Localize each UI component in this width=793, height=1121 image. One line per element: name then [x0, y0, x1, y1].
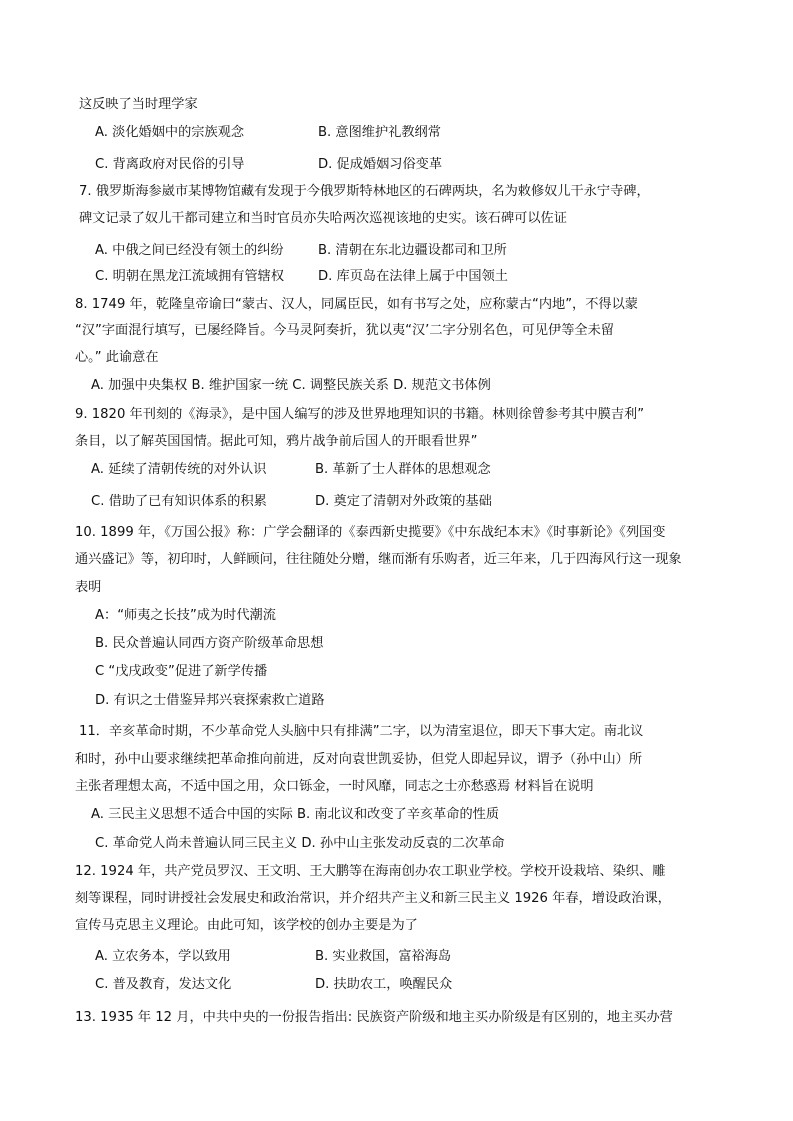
- q6-option-b: B. 意图维护礼教纲常: [318, 125, 441, 140]
- q8-stem-line1: 8. 1749 年，乾隆皇帝谕曰“蒙古、汉人，同属臣民，如有书写之处，应称蒙古“内地”，不得以蒙: [75, 297, 638, 312]
- q12-stem-line2: 刻等课程，同时讲授社会发展史和政治常识，并介绍共产主义和新三民主义 1926 年春，增设政治课，: [75, 891, 671, 906]
- q7-option-b: B. 清朝在东北边疆设都司和卫所: [318, 243, 507, 258]
- q11-stem-line3: 主张者理想太高，不适中国之用，众口铄金，一时风靡，同志之士亦愁惑焉 材料旨在说明: [75, 779, 594, 794]
- q6-option-d: D. 促成婚姻习俗变革: [318, 157, 443, 172]
- q10-stem-line3: 表明: [75, 580, 102, 595]
- q12-option-b: B. 实业救国，富裕海岛: [315, 949, 452, 964]
- q11-stem-line2: 和时，孙中山要求继续把革命推向前进，反对向袁世凯妥协，但党人即起异议，谓予（孙中山）所: [75, 752, 643, 767]
- q8-options: A. 加强中央集权 B. 维护国家一统 C. 调整民族关系 D. 规范文书体例: [91, 378, 491, 393]
- q12-option-d: D. 扶助农工，唤醒民众: [315, 977, 453, 992]
- q10-option-c: C “戊戌政变”促进了新学传播: [95, 664, 268, 679]
- q9-option-c: C. 借助了已有知识体系的积累: [91, 494, 267, 509]
- q9-stem-line2: 条目，以了解英国国情。据此可知，鸦片战争前后国人的开眼看世界”: [75, 434, 478, 449]
- q12-stem-line3: 宣传马克思主义理论。由此可知，该学校的创办主要是为了: [75, 918, 418, 933]
- q11-options-cd: C. 革命党人尚未普遍认同三民主义 D. 孙中山主张发动反袁的二次革命: [95, 836, 505, 851]
- q12-option-c: C. 普及教育，发达文化: [95, 977, 232, 992]
- q7-option-c: C. 明朝在黑龙江流域拥有管辖权: [95, 269, 285, 284]
- q9-stem-line1: 9. 1820 年刊刻的《海录》，是中国人编写的涉及世界地理知识的书籍。林则徐曾参考其中膜吉利”: [75, 407, 645, 422]
- q9-option-b: B. 革新了士人群体的思想观念: [315, 462, 491, 477]
- q12-option-a: A. 立农务本，学以致用: [95, 949, 231, 964]
- q11-options-ab: A. 三民主义思想不适合中国的实际 B. 南北议和改变了辛亥革命的性质: [91, 807, 500, 822]
- q7-option-a: A. 中俄之间已经没有领土的纠纷: [95, 243, 284, 258]
- q7-stem-line1: 7. 俄罗斯海参崴市某博物馆藏有发现于今俄罗斯特林地区的石碑两块，名为敕修奴儿干永宁寺碑，: [79, 184, 650, 199]
- q10-stem-line1: 10. 1899 年，《万国公报》称：广学会翻译的《泰西新史揽要》《中东战纪本末》《时事新论》《列国变: [75, 525, 666, 540]
- q10-option-d: D. 有识之士借鉴异邦兴衰探索救亡道路: [95, 693, 325, 708]
- q6-option-a: A. 淡化婚姻中的宗族观念: [95, 125, 245, 140]
- q9-option-a: A. 延续了清朝传统的对外认识: [91, 462, 267, 477]
- q12-stem-line1: 12. 1924 年，共产党员罗汉、王文明、王大鹏等在海南创办农工职业学校。学校开设栽培、染织、雕: [75, 864, 666, 879]
- q11-stem-line1: 11．辛亥革命时期，不少革命党人头脑中只有排满”二字，以为清室退位，即天下事大定。南北议: [79, 724, 644, 739]
- q8-stem-line2: “汉”字面混行填写，已屡经降旨。今马灵阿奏折，犹以夷“汉’二字分别名色，可见伊等全未留: [75, 323, 614, 338]
- q8-stem-line3: 心。” 此谕意在: [75, 350, 159, 365]
- q9-option-d: D. 奠定了清朝对外政策的基础: [315, 494, 492, 509]
- q10-stem-line2: 通兴盛记》等，初印时，人鲜顾问，往往随处分赠，继而渐有乐购者，近三年来，几于四海风行这一现象: [75, 552, 682, 567]
- q6-option-c: C. 背离政府对民俗的引导: [95, 157, 245, 172]
- q10-option-b: B. 民众普遍认同西方资产阶级革命思想: [95, 636, 324, 651]
- q13-stem-line1: 13. 1935 年 12 月，中共中央的一份报告指出: 民族资产阶级和地主买办阶级是有区别的，地主买办营: [75, 1010, 673, 1025]
- q6-stem-tail: 这反映了当时理学家: [79, 97, 198, 112]
- q7-option-d: D. 库页岛在法律上属于中国领土: [318, 269, 508, 284]
- q10-option-a: A：“师夷之长技”成为时代潮流: [95, 608, 276, 623]
- q7-stem-line2: 碑文记录了奴儿干都司建立和当时官员亦失哈两次巡视该地的史实。该石碑可以佐证: [79, 211, 567, 226]
